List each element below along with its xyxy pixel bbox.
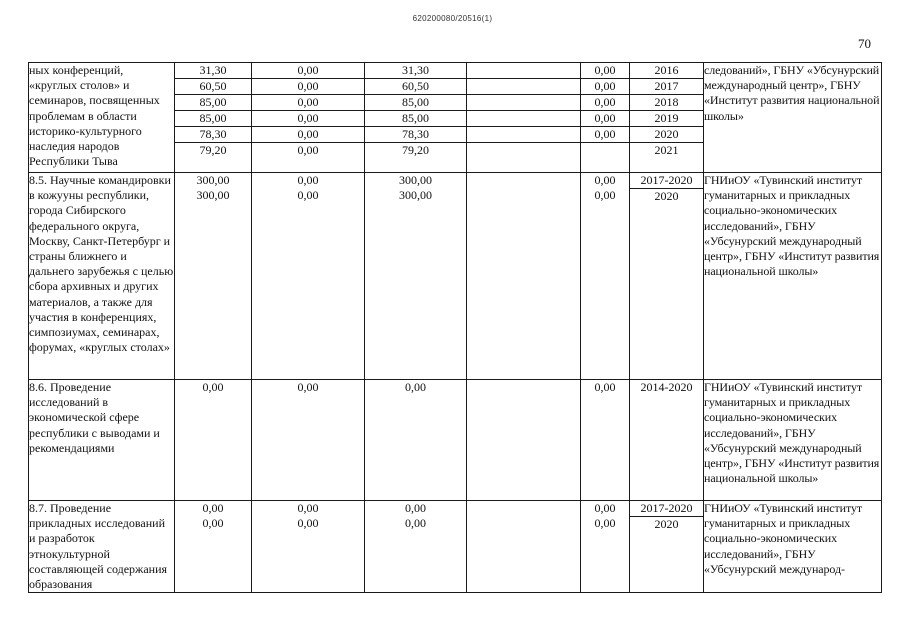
cell-year: 2021 [630, 143, 704, 173]
cell-extra: 0,00 [581, 79, 630, 95]
row-group-8-5 [29, 173, 882, 380]
item-description: 8.6. Проведение исследований в экономической сфере республики с выводами и рекомендациями [29, 380, 175, 501]
cell-local [467, 127, 581, 143]
cell-year: 2020 [630, 127, 704, 143]
cell-total: 300,00 [196, 173, 230, 187]
cell-federal: 0,00 [297, 173, 319, 187]
cell-republic: 85,00 [365, 111, 467, 127]
cell-year: 2020 [654, 189, 679, 203]
cell-federal: 0,00 [297, 501, 319, 515]
cell-republic: 0,00 [405, 516, 426, 530]
page-number: 70 [858, 36, 871, 51]
cell-local [467, 501, 580, 516]
cell-federal: 0,00 [297, 516, 319, 530]
cell-local [467, 79, 581, 95]
cell-total: 85,00 [175, 95, 252, 111]
cell-local [467, 516, 580, 531]
cell-federal: 0,00 [252, 95, 365, 111]
cell-extra: 0,00 [581, 127, 630, 143]
cell-year: 2017-2020 [630, 501, 703, 517]
cell-republic: 0,00 [405, 380, 426, 394]
cell-federal: 0,00 [297, 380, 319, 394]
item-executor: ГНИиОУ «Тувинский институт гуманитарных и прикладных социально-экономических исследований», ГБНУ «Убсунурский международный центр», ГБНУ «Институт развития национальной школы» [704, 173, 882, 380]
cell-federal: 0,00 [252, 63, 365, 79]
table-row [29, 380, 882, 501]
item-executor: ГНИиОУ «Тувинский институт гуманитарных и прикладных социально-экономических исследований», ГБНУ «Убсунурский международ- [704, 501, 882, 593]
cell-republic: 0,00 [405, 501, 426, 515]
cell-republic: 300,00 [399, 188, 432, 202]
cell-year: 2017 [630, 79, 704, 95]
row-group-8-7 [29, 501, 882, 593]
cell-republic: 31,30 [365, 63, 467, 79]
cell-local [467, 173, 580, 188]
cell-local [467, 380, 580, 395]
cell-year: 2014-2020 [640, 380, 693, 394]
cell-federal: 0,00 [297, 188, 319, 202]
cell-federal: 0,00 [252, 127, 365, 143]
cell-republic: 79,20 [365, 143, 467, 173]
cell-republic: 78,30 [365, 127, 467, 143]
cell-extra: 0,00 [594, 516, 616, 530]
cell-total: 0,00 [202, 501, 224, 515]
cell-local [467, 63, 581, 79]
cell-year: 2016 [630, 63, 704, 79]
item-executor: ГНИиОУ «Тувинский институт гуманитарных и прикладных социально-экономических исследований», ГБНУ «Убсунурский международный центр», ГБНУ «Институт развития национальной школы» [704, 380, 882, 501]
cell-year: 2020 [654, 517, 679, 531]
cell-federal: 0,00 [252, 111, 365, 127]
cell-total: 85,00 [175, 111, 252, 127]
cell-local [467, 143, 581, 173]
cell-local [467, 111, 581, 127]
item-description: 8.7. Проведение прикладных исследований и разработок этнокультурной составляющей содержания образования [29, 501, 175, 593]
cell-republic: 85,00 [365, 95, 467, 111]
cell-total: 78,30 [175, 127, 252, 143]
cell-extra: 0,00 [594, 188, 616, 202]
row-group-conferences [29, 63, 882, 173]
table-row [29, 63, 882, 79]
cell-total: 0,00 [202, 380, 224, 394]
cell-total: 60,50 [175, 79, 252, 95]
document-code: 620200080/20516(1) [412, 14, 493, 23]
cell-extra: 0,00 [594, 501, 616, 515]
item-executor: следований», ГБНУ «Убсунурский международный центр», ГБНУ «Институт развития национальной школы» [704, 63, 882, 173]
cell-extra: 0,00 [594, 380, 616, 394]
budget-table [28, 62, 882, 593]
cell-republic: 60,50 [365, 79, 467, 95]
cell-year: 2018 [630, 95, 704, 111]
cell-extra: 0,00 [581, 111, 630, 127]
row-group-8-6 [29, 380, 882, 501]
cell-republic: 300,00 [399, 173, 432, 187]
cell-total: 31,30 [175, 63, 252, 79]
cell-year: 2019 [630, 111, 704, 127]
table-row [29, 173, 882, 380]
cell-total: 300,00 [196, 188, 230, 202]
cell-local [467, 188, 580, 203]
cell-extra: 0,00 [594, 173, 616, 187]
cell-local [467, 95, 581, 111]
cell-extra: 0,00 [581, 63, 630, 79]
item-description: 8.5. Научные командировки в кожууны республики, города Сибирского федерального округа, Москву, Санкт-Петербург и страны ближнего и дальнего зарубежья с целью сбора архивных и других материалов, а также для участия в конференциях, симпозиумах, семинарах, форумах, «круглых столах» [29, 173, 175, 380]
cell-extra: 0,00 [581, 95, 630, 111]
cell-federal: 0,00 [252, 79, 365, 95]
cell-federal: 0,00 [252, 143, 365, 173]
cell-total: 0,00 [202, 516, 224, 530]
table-row [29, 501, 882, 593]
cell-total: 79,20 [175, 143, 252, 173]
item-description: ных конференций, «круглых столов» и семинаров, посвященных проблемам в области историко-культурного наследия народов Республики Тыва [29, 63, 175, 173]
cell-year: 2017-2020 [630, 173, 703, 189]
cell-extra [581, 143, 630, 173]
